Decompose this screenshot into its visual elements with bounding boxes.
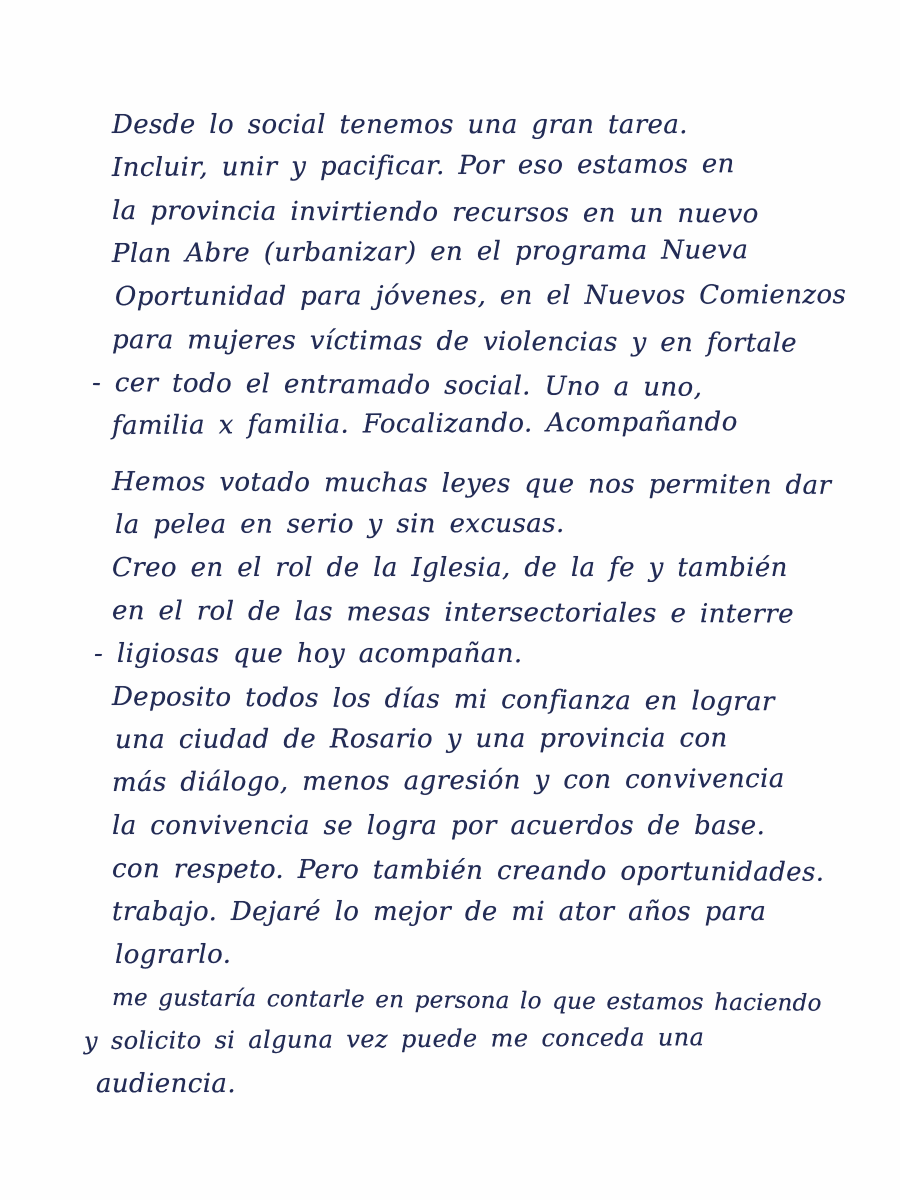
letter-line-15: una ciudad de Rosario y una provincia con xyxy=(114,723,728,755)
letter-line-6: para mujeres víctimas de violencias y en fortale xyxy=(111,325,798,359)
letter-line-16: más diálogo, menos agresión y con convivencia xyxy=(111,763,785,798)
letter-line-11: Creo en el rol de la Iglesia, de la fe y también xyxy=(112,553,788,583)
letter-line-5: Oportunidad para jóvenes, en el Nuevos Comienzos xyxy=(114,280,847,312)
letter-line-2: Incluir, unir y pacificar. Por eso estamos en xyxy=(111,149,735,183)
letter-line-19: trabajo. Dejaré lo mejor de mi ator años para xyxy=(112,897,767,927)
letter-line-22: y solicito si alguna vez puede me conceda una xyxy=(83,1023,705,1055)
letter-line-17: la convivencia se logra por acuerdos de base. xyxy=(112,811,766,841)
letter-line-8: familia x familia. Focalizando. Acompañando xyxy=(111,407,738,441)
letter-line-1: Desde lo social tenemos una gran tarea. xyxy=(112,110,688,140)
letter-line-21: me gustaría contarle en persona lo que estamos haciendo xyxy=(111,985,822,1017)
letter-line-10: la pelea en serio y sin excusas. xyxy=(114,508,565,540)
letter-line-18: con respeto. Pero también creando oportunidades. xyxy=(111,854,825,888)
letter-line-12: en el rol de las mesas intersectoriales e interre xyxy=(111,596,794,630)
letter-line-3: la provincia invirtiendo recursos en un nuevo xyxy=(111,196,759,230)
letter-line-9: Hemos votado muchas leyes que nos permiten dar xyxy=(111,467,832,501)
letter-line-7: - cer todo el entramado social. Uno a uno, xyxy=(91,368,703,403)
letter-line-13: - ligiosas que hoy acompañan. xyxy=(94,639,523,669)
letter-line-23: audiencia. xyxy=(96,1069,236,1099)
letter-body xyxy=(83,104,852,1106)
letter-line-14: Deposito todos los días mi confianza en lograr xyxy=(111,682,775,718)
letter-line-4: Plan Abre (urbanizar) en el programa Nueva xyxy=(111,235,749,269)
letter-line-20: lograrlo. xyxy=(114,939,232,970)
